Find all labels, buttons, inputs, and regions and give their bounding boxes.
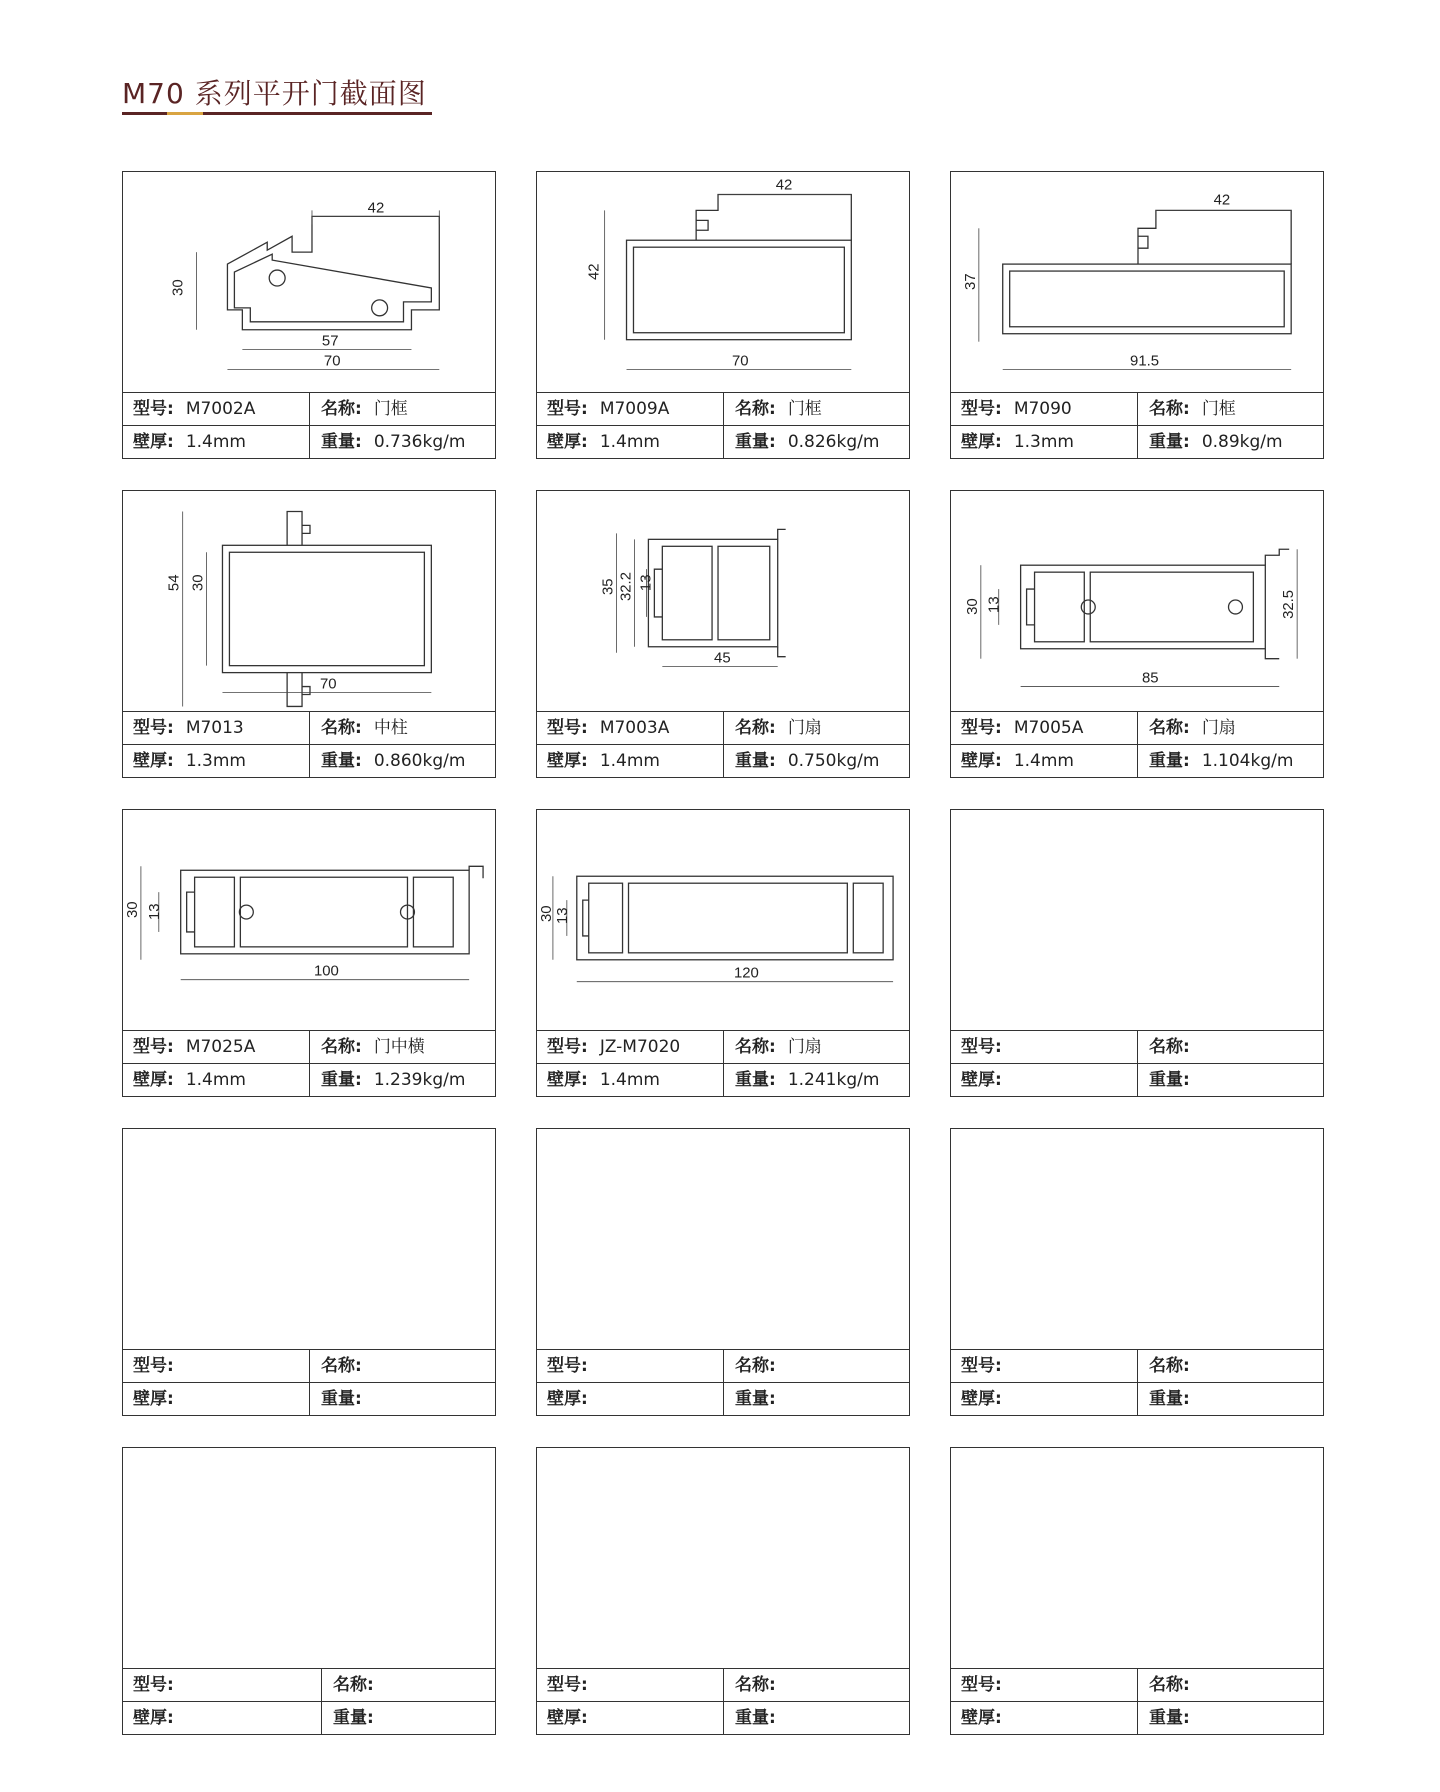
weight-value: 1.239kg/m	[373, 1070, 466, 1090]
profile-info-table	[951, 1349, 1323, 1415]
profile-card	[536, 1128, 910, 1416]
profile-info-table	[123, 1030, 495, 1096]
model-label: 型号:	[133, 1037, 174, 1057]
dim-label: 70	[323, 353, 341, 370]
dim-label: 30	[170, 279, 187, 296]
name-label: 名称:	[1149, 399, 1190, 419]
profile-card	[950, 809, 1324, 1097]
model-label: 型号:	[961, 718, 1002, 738]
profile-card	[536, 171, 910, 459]
name-label: 名称:	[735, 1356, 776, 1376]
profile-drawing	[537, 810, 909, 1032]
profile-info-table	[123, 1668, 495, 1734]
weight-label: 重量:	[1149, 1070, 1190, 1090]
name-label: 名称:	[321, 399, 362, 419]
name-value: 中柱	[373, 718, 408, 738]
thickness-label: 壁厚:	[547, 1389, 588, 1409]
model-label: 型号:	[961, 399, 1002, 419]
thickness-label: 壁厚:	[961, 1389, 1002, 1409]
thickness-value: 1.4mm	[599, 751, 660, 771]
thickness-label: 壁厚:	[133, 432, 174, 452]
model-label: 型号:	[547, 1675, 588, 1695]
dim-label: 32.2	[618, 571, 635, 602]
profile-card	[536, 1447, 910, 1735]
profile-info-table	[123, 392, 495, 458]
thickness-value: 1.4mm	[599, 1070, 660, 1090]
dim-label: 42	[367, 200, 385, 217]
dim-label: 120	[733, 965, 759, 982]
profile-drawing	[123, 1129, 495, 1351]
weight-label: 重量:	[321, 751, 362, 771]
dim-label: 100	[313, 963, 339, 980]
profile-drawing	[123, 1448, 495, 1670]
profile-drawing	[123, 810, 495, 1032]
weight-value: 0.89kg/m	[1201, 432, 1283, 452]
weight-label: 重量:	[735, 751, 776, 771]
weight-value: 1.241kg/m	[787, 1070, 880, 1090]
name-label: 名称:	[1149, 1356, 1190, 1376]
profile-card	[122, 490, 496, 778]
weight-label: 重量:	[1149, 1389, 1190, 1409]
dim-label: 91.5	[1130, 353, 1160, 370]
name-label: 名称:	[333, 1675, 374, 1695]
dim-label: 35	[600, 578, 617, 596]
weight-label: 重量:	[735, 1708, 776, 1728]
name-label: 名称:	[1149, 718, 1190, 738]
thickness-value: 1.4mm	[1013, 751, 1074, 771]
weight-label: 重量:	[321, 432, 362, 452]
profile-info-table	[537, 1668, 909, 1734]
name-value: 门扇	[787, 1037, 822, 1057]
profile-drawing	[537, 491, 909, 713]
profile-info-table	[951, 711, 1323, 777]
model-label: 型号:	[133, 1356, 174, 1376]
dim-label: 54	[166, 574, 183, 592]
weight-label: 重量:	[321, 1389, 362, 1409]
model-value: M7009A	[599, 399, 670, 419]
thickness-label: 壁厚:	[133, 1070, 174, 1090]
weight-value: 1.104kg/m	[1201, 751, 1294, 771]
dim-label: 37	[962, 273, 979, 290]
model-label: 型号:	[547, 1037, 588, 1057]
profile-card	[950, 1447, 1324, 1735]
dim-label: 57	[321, 333, 339, 350]
profile-drawing	[951, 1129, 1323, 1351]
profile-grid	[122, 171, 1332, 1739]
model-value: M7025A	[185, 1037, 256, 1057]
profile-drawing	[123, 172, 495, 394]
profile-card	[950, 171, 1324, 459]
profile-drawing	[537, 1448, 909, 1670]
dim-label: 32.5	[1281, 589, 1298, 619]
thickness-value: 1.4mm	[185, 432, 246, 452]
model-value: M7005A	[1013, 718, 1084, 738]
dim-label: 70	[731, 353, 749, 370]
model-value: JZ-M7020	[599, 1037, 681, 1057]
model-value: M7003A	[599, 718, 670, 738]
model-value: M7013	[185, 718, 244, 738]
profile-drawing	[537, 1129, 909, 1351]
thickness-label: 壁厚:	[547, 1070, 588, 1090]
weight-label: 重量:	[1149, 751, 1190, 771]
model-label: 型号:	[961, 1675, 1002, 1695]
name-label: 名称:	[321, 1037, 362, 1057]
name-value: 门框	[1201, 399, 1236, 419]
weight-label: 重量:	[1149, 432, 1190, 452]
thickness-label: 壁厚:	[961, 1708, 1002, 1728]
model-label: 型号:	[547, 1356, 588, 1376]
name-value: 门中横	[373, 1037, 425, 1057]
profile-drawing	[951, 172, 1323, 394]
profile-drawing	[951, 1448, 1323, 1670]
dim-label: 42	[775, 177, 793, 194]
weight-label: 重量:	[333, 1708, 374, 1728]
dim-label: 30	[124, 901, 141, 919]
name-label: 名称:	[735, 718, 776, 738]
name-value: 门框	[787, 399, 822, 419]
dim-label: 70	[319, 676, 337, 693]
profile-info-table	[123, 1349, 495, 1415]
weight-value: 0.860kg/m	[373, 751, 466, 771]
profile-info-table	[537, 1030, 909, 1096]
name-label: 名称:	[735, 1675, 776, 1695]
thickness-label: 壁厚:	[133, 751, 174, 771]
name-value: 门扇	[1201, 718, 1236, 738]
name-label: 名称:	[321, 718, 362, 738]
thickness-value: 1.3mm	[185, 751, 246, 771]
profile-info-table	[951, 1030, 1323, 1096]
name-label: 名称:	[1149, 1037, 1190, 1057]
weight-label: 重量:	[735, 432, 776, 452]
thickness-value: 1.4mm	[599, 432, 660, 452]
profile-card	[950, 1128, 1324, 1416]
profile-info-table	[951, 392, 1323, 458]
profile-info-table	[537, 711, 909, 777]
name-label: 名称:	[735, 1037, 776, 1057]
profile-card	[122, 171, 496, 459]
model-label: 型号:	[133, 399, 174, 419]
weight-value: 0.736kg/m	[373, 432, 466, 452]
page-header	[122, 72, 427, 112]
thickness-value: 1.4mm	[185, 1070, 246, 1090]
dim-label: 13	[986, 596, 1003, 613]
page-title: M70 系列平开门截面图	[122, 77, 427, 110]
profile-card	[122, 1128, 496, 1416]
weight-label: 重量:	[321, 1070, 362, 1090]
thickness-label: 壁厚:	[547, 432, 588, 452]
model-label: 型号:	[547, 399, 588, 419]
profile-card	[536, 490, 910, 778]
thickness-label: 壁厚:	[961, 432, 1002, 452]
model-label: 型号:	[547, 718, 588, 738]
name-label: 名称:	[735, 399, 776, 419]
weight-label: 重量:	[1149, 1708, 1190, 1728]
dim-label: 85	[1141, 670, 1159, 687]
thickness-label: 壁厚:	[961, 1070, 1002, 1090]
dim-label: 13	[638, 574, 655, 592]
weight-label: 重量:	[735, 1389, 776, 1409]
weight-value: 0.750kg/m	[787, 751, 880, 771]
thickness-label: 壁厚:	[133, 1708, 174, 1728]
name-label: 名称:	[1149, 1675, 1190, 1695]
profile-drawing	[951, 491, 1323, 713]
dim-label: 42	[586, 263, 603, 281]
weight-label: 重量:	[735, 1070, 776, 1090]
thickness-value: 1.3mm	[1013, 432, 1074, 452]
profile-card	[536, 809, 910, 1097]
profile-info-table	[123, 711, 495, 777]
title-underline-accent	[167, 112, 203, 115]
model-label: 型号:	[133, 718, 174, 738]
profile-drawing	[951, 810, 1323, 1032]
profile-drawing	[537, 172, 909, 394]
profile-card	[122, 809, 496, 1097]
profile-drawing	[123, 491, 495, 713]
model-value: M7090	[1013, 399, 1072, 419]
dim-label: 45	[714, 650, 731, 667]
thickness-label: 壁厚:	[133, 1389, 174, 1409]
profile-info-table	[951, 1668, 1323, 1734]
weight-value: 0.826kg/m	[787, 432, 880, 452]
dim-label: 30	[964, 598, 981, 615]
dim-label: 30	[190, 574, 207, 592]
dim-label: 13	[146, 903, 163, 921]
model-label: 型号:	[961, 1356, 1002, 1376]
thickness-label: 壁厚:	[547, 751, 588, 771]
thickness-label: 壁厚:	[547, 1708, 588, 1728]
profile-info-table	[537, 392, 909, 458]
profile-card	[950, 490, 1324, 778]
profile-info-table	[537, 1349, 909, 1415]
name-label: 名称:	[321, 1356, 362, 1376]
model-label: 型号:	[961, 1037, 1002, 1057]
dim-label: 13	[554, 907, 571, 924]
name-value: 门框	[373, 399, 408, 419]
profile-card	[122, 1447, 496, 1735]
model-value: M7002A	[185, 399, 256, 419]
dim-label: 42	[1213, 192, 1231, 209]
dim-label: 30	[538, 905, 555, 922]
name-value: 门扇	[787, 718, 822, 738]
thickness-label: 壁厚:	[961, 751, 1002, 771]
model-label: 型号:	[133, 1675, 174, 1695]
